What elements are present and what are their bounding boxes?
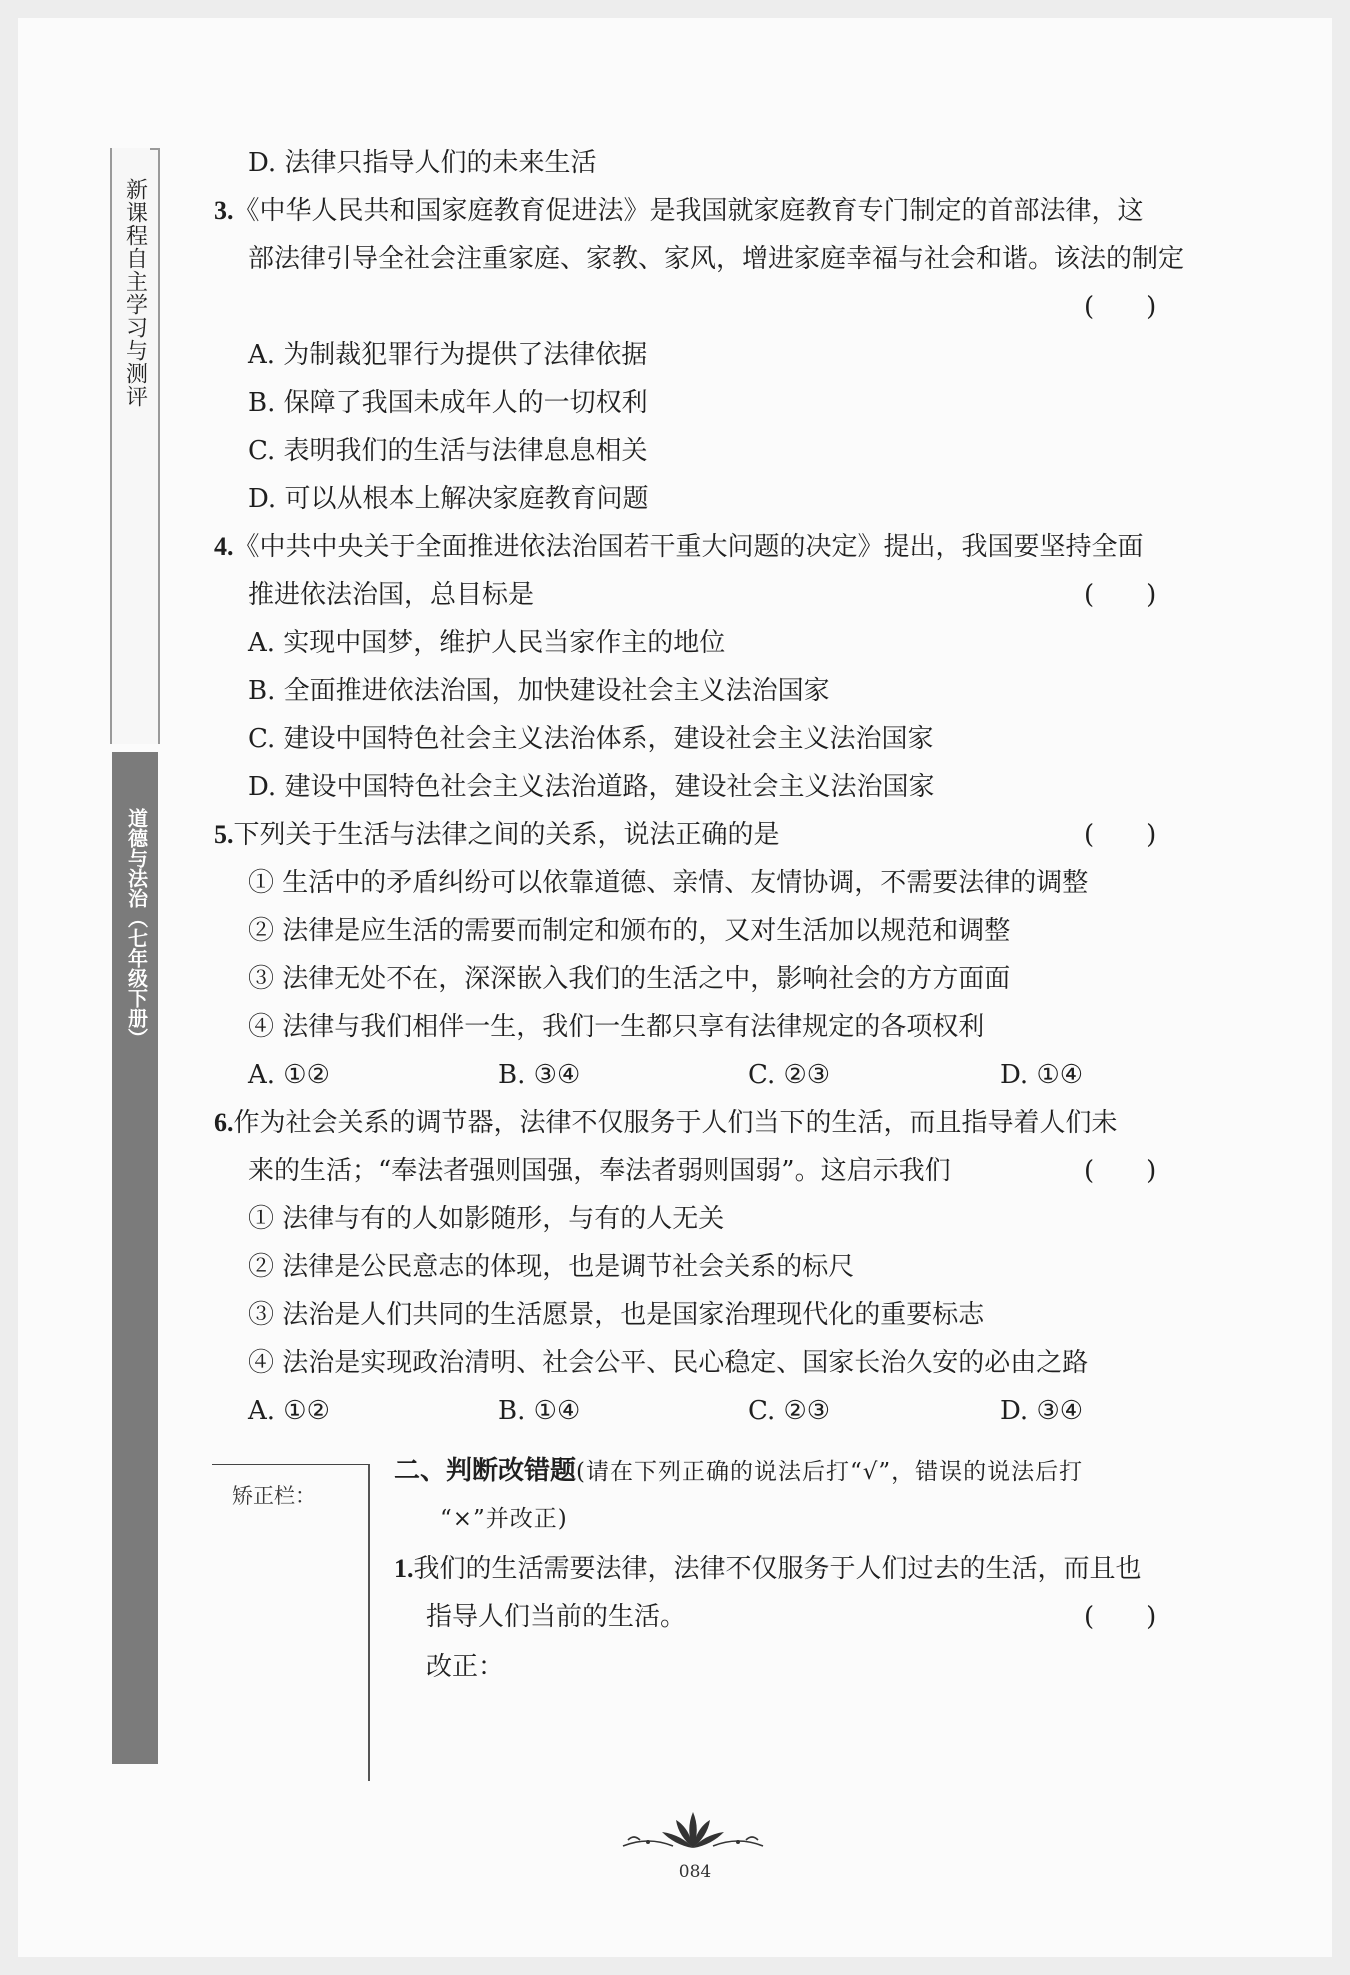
choice-d: D. ①④ bbox=[1000, 1060, 1084, 1090]
question-text-line: 推进依法治国，总目标是 bbox=[248, 580, 535, 610]
correction-label: 矫正栏： bbox=[232, 1484, 316, 1508]
correction-prompt: 改正： bbox=[426, 1652, 505, 1682]
question-text-line: 《中共中央关于全面推进依法治国若干重大问题的决定》提出，我国要坚持全面 bbox=[233, 532, 1144, 562]
choice-c: C. ②③ bbox=[748, 1396, 831, 1426]
statement-4: ④ 法治是实现政治清明、社会公平、民心稳定、国家长治久安的必由之路 bbox=[248, 1348, 1089, 1378]
choice-d: D. ③④ bbox=[1000, 1396, 1084, 1426]
section-instruction-cont: “×”并改正) bbox=[440, 1506, 568, 1532]
question-text-line: 来的生活；“奉法者强则国强，奉法者弱则国弱”。这启示我们 bbox=[248, 1156, 951, 1186]
choice-c: C. ②③ bbox=[748, 1060, 831, 1090]
option-b: B. 保障了我国未成年人的一切权利 bbox=[248, 388, 648, 418]
statement-1: ① 生活中的矛盾纠纷可以依靠道德、亲情、友情协调，不需要法律的调整 bbox=[248, 868, 1089, 898]
statement-3: ③ 法律无处不在，深深嵌入我们的生活之中，影响社会的方方面面 bbox=[248, 964, 1011, 994]
statement-3: ③ 法治是人们共同的生活愿景，也是国家治理现代化的重要标志 bbox=[248, 1300, 985, 1330]
option-c: C. 表明我们的生活与法律息息相关 bbox=[248, 436, 648, 466]
choice-b: B. ①④ bbox=[498, 1396, 581, 1426]
statement-4: ④ 法律与我们相伴一生，我们一生都只享有法律规定的各项权利 bbox=[248, 1012, 985, 1042]
correction-column bbox=[212, 1464, 370, 1781]
section-instruction: (请在下列正确的说法后打“√”，错误的说法后打 bbox=[576, 1459, 1084, 1485]
answer-parentheses: ( ) bbox=[1084, 1602, 1157, 1632]
prev-option-d: D. 法律只指导人们的未来生活 bbox=[248, 148, 597, 178]
answer-parentheses: ( ) bbox=[1084, 1156, 1157, 1186]
question-number: 5. bbox=[214, 820, 234, 849]
choice-a: A. ①② bbox=[248, 1060, 330, 1090]
option-b: B. 全面推进依法治国，加快建设社会主义法治国家 bbox=[248, 676, 830, 706]
answer-parentheses: ( ) bbox=[1084, 292, 1157, 322]
option-c: C. 建设中国特色社会主义法治体系，建设社会主义法治国家 bbox=[248, 724, 934, 754]
question-text-line: 部法律引导全社会注重家庭、家教、家风，增进家庭幸福与社会和谐。该法的制定 bbox=[248, 244, 1185, 274]
question-number: 1. bbox=[394, 1554, 414, 1583]
option-a: A. 实现中国梦，维护人民当家作主的地位 bbox=[248, 628, 726, 658]
subject-title: 道德与法治（七年级下册） bbox=[124, 808, 149, 1048]
answer-parentheses: ( ) bbox=[1084, 820, 1157, 850]
question-number: 6. bbox=[214, 1108, 234, 1137]
question-text-line: 《中华人民共和国家庭教育促进法》是我国就家庭教育专门制定的首部法律，这 bbox=[233, 196, 1144, 226]
statement-1: ① 法律与有的人如影随形，与有的人无关 bbox=[248, 1204, 725, 1234]
option-d: D. 建设中国特色社会主义法治道路，建设社会主义法治国家 bbox=[248, 772, 935, 802]
question-number: 3. bbox=[214, 196, 234, 225]
page-number: 084 bbox=[678, 1862, 712, 1882]
section-title: 二、判断改错题 bbox=[394, 1456, 577, 1486]
question-text-line: 我们的生活需要法律，法律不仅服务于人们过去的生活，而且也 bbox=[413, 1554, 1142, 1584]
floral-ornament-icon bbox=[618, 1806, 768, 1856]
series-title: 新课程自主学习与测评 bbox=[122, 178, 148, 408]
question-text-line: 下列关于生活与法律之间的关系，说法正确的是 bbox=[233, 820, 780, 850]
question-text-line: 作为社会关系的调节器，法律不仅服务于人们当下的生活，而且指导着人们未 bbox=[233, 1108, 1118, 1138]
option-d: D. 可以从根本上解决家庭教育问题 bbox=[248, 484, 649, 514]
statement-2: ② 法律是应生活的需要而制定和颁布的，又对生活加以规范和调整 bbox=[248, 916, 1011, 946]
question-number: 4. bbox=[214, 532, 234, 561]
option-a: A. 为制裁犯罪行为提供了法律依据 bbox=[248, 340, 648, 370]
statement-2: ② 法律是公民意志的体现，也是调节社会关系的标尺 bbox=[248, 1252, 855, 1282]
answer-parentheses: ( ) bbox=[1084, 580, 1157, 610]
question-text-line: 指导人们当前的生活。 bbox=[426, 1602, 687, 1632]
choice-b: B. ③④ bbox=[498, 1060, 581, 1090]
choice-a: A. ①② bbox=[248, 1396, 330, 1426]
